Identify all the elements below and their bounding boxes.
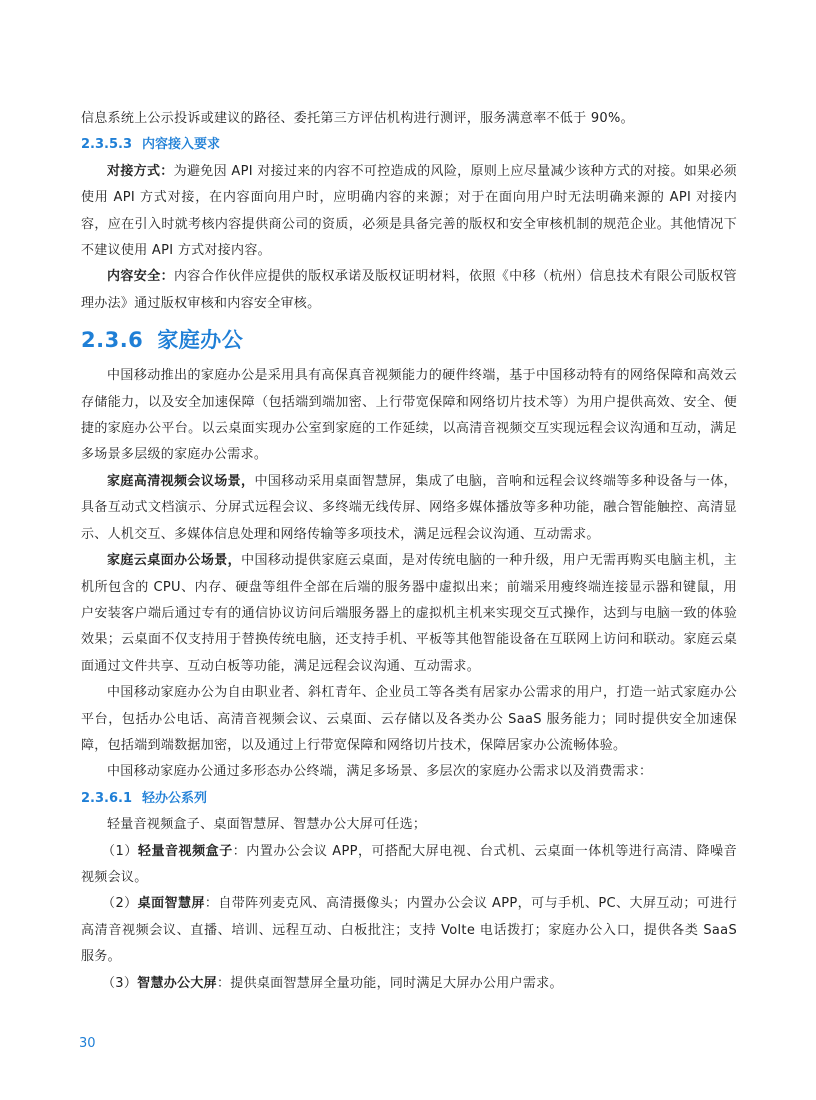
list-item-label: 桌面智慧屏 (137, 896, 205, 912)
paragraph-terminals: 中国移动家庭办公通过多形态办公终端，满足多场景、多层次的家庭办公需求以及消费需求： (107, 764, 653, 780)
list-item-prefix: （2） (102, 896, 138, 912)
list-item-prefix: （1） (102, 843, 138, 859)
list-item-label: 轻量音视频盒子 (137, 843, 233, 859)
list-item-text: ：内置办公会议 APP，可搭配大屏电视、台式机、云桌面一体机等进行高清、降噪音视频会议。 (81, 843, 738, 885)
heading-number: 2.3.6 (81, 328, 144, 353)
paragraph-intro: 信息系统上公示投诉或建议的路径、委托第三方评估机构进行测评，服务满意率不低于 90%。 (81, 111, 634, 126)
page-number: 30 (79, 1036, 96, 1051)
paragraph-target-users: 中国移动家庭办公为自由职业者、斜杠青年、企业员工等各类有居家办公需求的用户，打造一站式家庭办公平台，包括办公电话、高清音视频会议、云桌面、云存储以及各类办公 SaaS 服务能力；同时提供安全加速保障，包括端到端数据加密，以及通过上行带宽保障和网络切片技术，保障居家办公流畅体验。 (81, 685, 737, 753)
list-item-prefix: （3） (102, 975, 138, 991)
paragraph-label: 内容安全： (107, 269, 175, 285)
paragraph-text: 内容合作伙伴应提供的版权承诺及版权证明材料，依照《中移（杭州）信息技术有限公司版权管理办法》通过版权审核和内容安全审核。 (81, 269, 737, 311)
heading-number: 2.3.5.3 (81, 137, 132, 153)
paragraph-cloud-desktop (81, 548, 737, 680)
heading-2-3-6-1 (81, 786, 737, 812)
paragraph-text: 中国移动提供家庭云桌面，是对传统电脑的一种升级，用户无需再购买电脑主机，主机所包含的 CPU、内存、硬盘等组件全部在后端的服务器中虚拟出来；前端采用瘦终端连接显示器和键鼠，用户安装客户端后通过专有的通信协议访问后端服务器上的虚拟机主机来实现交互式操作，达到与电脑一致的体验效果；云桌面不仅支持用于替换传统电脑，还支持手机、平板等其他智能设备在互联网上访问和联动。家庭云桌面通过文件共享、互动白板等功能，满足远程会议沟通、互动需求。 (81, 553, 737, 674)
list-item-text: ：自带阵列麦克风、高清摄像头；内置办公会议 APP，可与手机、PC、大屏互动；可进行高清音视频会议、直播、培训、远程互动、白板批注；支持 Volte 电话拨打；家庭办公入口，提供各类 SaaS 服务。 (81, 896, 737, 965)
paragraph-text: 中国移动采用桌面智慧屏，集成了电脑，音响和远程会议终端等多种设备与一体，具备互动式文档演示、分屏式远程会议、多终端无线传屏、网络多媒体播放等多种功能，融合智能触控、高清显示、人机交互、多媒体信息处理和网络传输等多项技术，满足远程会议沟通、互动需求。 (81, 473, 737, 542)
list-item-text: ：提供桌面智慧屏全量功能，同时满足大屏办公用户需求。 (216, 975, 563, 991)
heading-title: 家庭办公 (157, 328, 244, 353)
list-item-1 (81, 839, 737, 892)
list-item-3 (81, 971, 737, 997)
paragraph-text: 为避免因 API 对接过来的内容不可控造成的风险，原则上应尽量减少该种方式的对接。如果必须使用 API 方式对接，在内容面向用户时，应明确内容的来源；对于在面向用户时无法明确来源的 API 对接内容，应在引入时就考核内容提供商公司的资质，必须是具备完善的版权和安全审核机制的规范企业。其他情况下不建议使用 API 方式对接内容。 (81, 163, 737, 259)
paragraph-label: 对接方式： (107, 163, 174, 179)
heading-number: 2.3.6.1 (81, 790, 132, 806)
list-item-2 (81, 891, 737, 970)
paragraph-home-office-intro: 中国移动推出的家庭办公是采用具有高保真音视频能力的硬件终端，基于中国移动特有的网络保障和高效云存储能力，以及安全加速保障（包括端到端加密、上行带宽保障和网络切片技术等）为用户提供高效、安全、便捷的家庭办公平台。以云桌面实现办公室到家庭的工作延续，以高清音视频交互实现远程会议沟通和互动，满足多场景多层级的家庭办公需求。 (81, 368, 737, 463)
list-item-label: 智慧办公大屏 (137, 975, 217, 991)
document-body (81, 106, 737, 997)
heading-2-3-5-3 (81, 132, 737, 158)
paragraph-label: 家庭高清视频会议场景， (107, 473, 255, 489)
heading-title: 轻办公系列 (142, 790, 208, 806)
paragraph-video-conference (81, 469, 737, 548)
heading-2-3-6 (81, 326, 737, 354)
paragraph-api-integration (81, 159, 737, 265)
paragraph-content-security (81, 264, 737, 317)
heading-title: 内容接入要求 (142, 137, 221, 153)
paragraph-label: 家庭云桌面办公场景， (107, 553, 242, 569)
paragraph-options: 轻量音视频盒子、桌面智慧屏、智慧办公大屏可任选； (107, 817, 427, 833)
